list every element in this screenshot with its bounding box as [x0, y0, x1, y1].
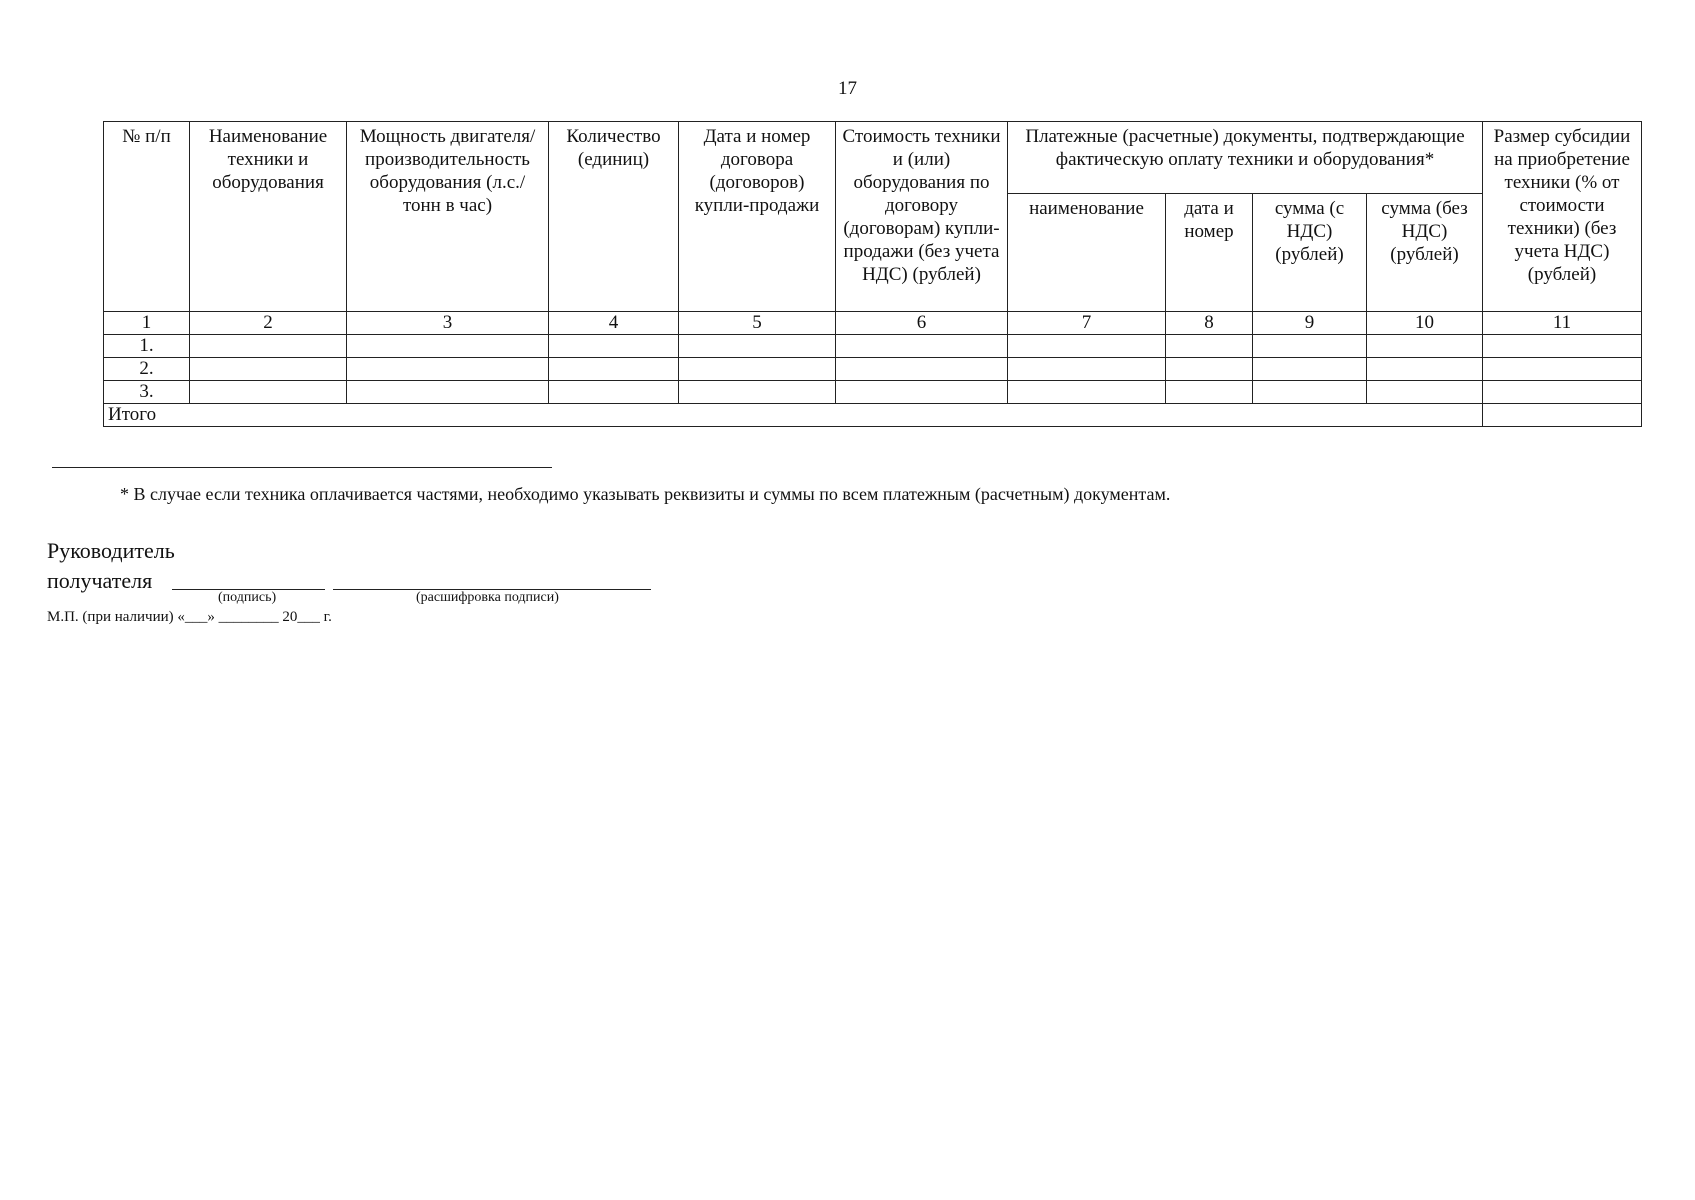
table-cell: [1166, 381, 1253, 404]
table-cell: [1483, 381, 1642, 404]
header-col-power: Мощность двигателя/ производительность оборудования (л.с./тонн в час): [347, 122, 549, 312]
header-col-name: Наименование техники и оборудования: [190, 122, 347, 312]
row-number: 2.: [104, 358, 190, 381]
page-number: 17: [838, 78, 857, 99]
signature-label: получателя: [47, 568, 153, 593]
table-cell: [1166, 335, 1253, 358]
column-number: 11: [1483, 312, 1642, 335]
signature-caption: (подпись): [218, 590, 277, 605]
table-cell: [836, 381, 1008, 404]
table-cell: [347, 358, 549, 381]
table-cell: [1367, 335, 1483, 358]
column-number: 3: [347, 312, 549, 335]
column-number: 6: [836, 312, 1008, 335]
footnote: * В случае если техника оплачивается частями, необходимо указывать реквизиты и суммы по всем платежным (расчетным) документам.: [120, 484, 1171, 504]
table-cell: [190, 335, 347, 358]
total-row: [104, 404, 1642, 427]
header-col-number: № п/п: [104, 122, 190, 312]
header-col-sum-vat: сумма (с НДС) (рублей): [1253, 194, 1367, 312]
table-cell: [347, 381, 549, 404]
table-cell: [679, 335, 836, 358]
table-cell: [1008, 381, 1166, 404]
row-number: 3.: [104, 381, 190, 404]
column-number-row: [104, 312, 1642, 335]
header-col-doc-name: наименование: [1008, 194, 1166, 312]
column-number: 9: [1253, 312, 1367, 335]
table-row: [104, 335, 1642, 358]
table-cell: [679, 381, 836, 404]
header-col-contract: Дата и номер договора (договоров) купли-продажи: [679, 122, 836, 312]
stamp-date-line: М.П. (при наличии) «___» ________ 20___ г.: [47, 609, 332, 625]
table-cell: [190, 381, 347, 404]
table-cell: [836, 335, 1008, 358]
column-number: 7: [1008, 312, 1166, 335]
header-group-payment-documents: Платежные (расчетные) документы, подтверждающие фактическую оплату техники и оборудования*: [1008, 122, 1483, 194]
header-row-top: [104, 122, 1642, 194]
table-cell: [1166, 358, 1253, 381]
table-cell: [347, 335, 549, 358]
table-cell: [1367, 358, 1483, 381]
column-number: 2: [190, 312, 347, 335]
column-number: 4: [549, 312, 679, 335]
header-col-cost: Стоимость техники и (или) оборудования по договору (договорам) купли-продажи (без учета НДС) (рублей): [836, 122, 1008, 312]
subsidy-table: [103, 121, 1642, 427]
table-cell: [1253, 335, 1367, 358]
table-cell: [836, 358, 1008, 381]
header-col-subsidy: Размер субсидии на приобретение техники (% от стоимости техники) (без учета НДС) (рублей): [1483, 122, 1642, 312]
column-number: 8: [1166, 312, 1253, 335]
total-value-cell: [1483, 404, 1642, 427]
table-cell: [549, 358, 679, 381]
column-number: 1: [104, 312, 190, 335]
header-col-doc-date: дата и номер: [1166, 194, 1253, 312]
table-cell: [1367, 381, 1483, 404]
signature-decode-caption: (расшифровка подписи): [416, 590, 559, 605]
signature-title: Руководитель: [47, 538, 175, 563]
table-cell: [1008, 358, 1166, 381]
table-cell: [679, 358, 836, 381]
table-row: [104, 381, 1642, 404]
table-cell: [1253, 358, 1367, 381]
table-cell: [1008, 335, 1166, 358]
table-cell: [1483, 358, 1642, 381]
header-col-quantity: Количество (единиц): [549, 122, 679, 312]
table-cell: [549, 381, 679, 404]
table-cell: [190, 358, 347, 381]
table-cell: [1253, 381, 1367, 404]
table-cell: [1483, 335, 1642, 358]
row-number: 1.: [104, 335, 190, 358]
table-cell: [549, 335, 679, 358]
total-label: Итого: [104, 404, 1483, 427]
column-number: 5: [679, 312, 836, 335]
header-col-sum-no-vat: сумма (без НДС) (рублей): [1367, 194, 1483, 312]
column-number: 10: [1367, 312, 1483, 335]
table-row: [104, 358, 1642, 381]
footnote-divider: [52, 467, 552, 468]
